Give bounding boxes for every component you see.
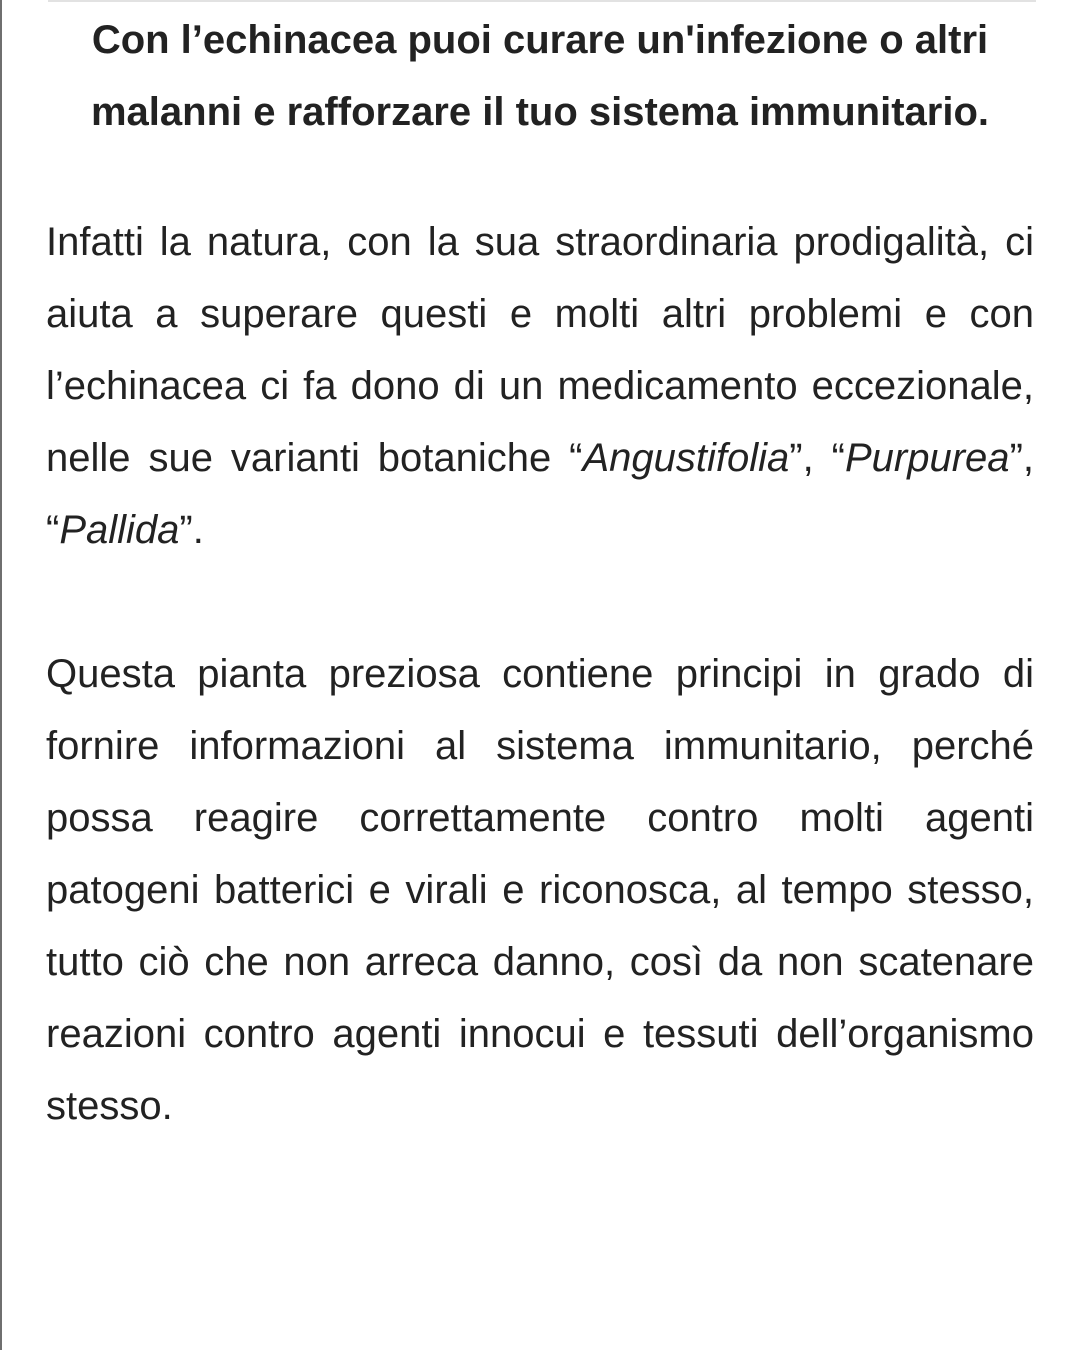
paragraph-immune-system: Questa pianta preziosa contiene principi in grado di fornire informazioni al sistema immunitario, perché possa reagire correttamente contro molti agenti patogeni batterici e virali e riconosca, al tempo stesso, tutto ciò che non arreca danno, così da non scatenare reazioni contro agenti innocui e tessuti dell’organismo stesso. — [46, 652, 1034, 1128]
quote-separator: ”, “ — [789, 436, 845, 480]
article-heading: Con l’echinacea puoi curare un'infezione o altri malanni e rafforzare il tuo sistema immunitario. — [90, 18, 989, 134]
article-body — [46, 0, 1034, 1142]
screen-left-edge — [0, 0, 2, 1350]
paragraph-text: Infatti la natura, con la sua straordinaria prodigalità, ci aiuta a superare questi e molti altri problemi e con l’echinacea ci fa dono di un medicamento eccezionale, nelle sue varianti botaniche “ — [46, 220, 1034, 480]
variety-purpurea: Purpurea — [845, 436, 1010, 480]
variety-pallida: Pallida — [59, 508, 180, 552]
paragraph-ending: ”. — [179, 508, 204, 552]
paragraph-echinacea-varieties — [46, 206, 1034, 566]
variety-angustifolia: Angustifolia — [582, 436, 790, 480]
quote-separator: ”, “ — [46, 436, 1034, 552]
